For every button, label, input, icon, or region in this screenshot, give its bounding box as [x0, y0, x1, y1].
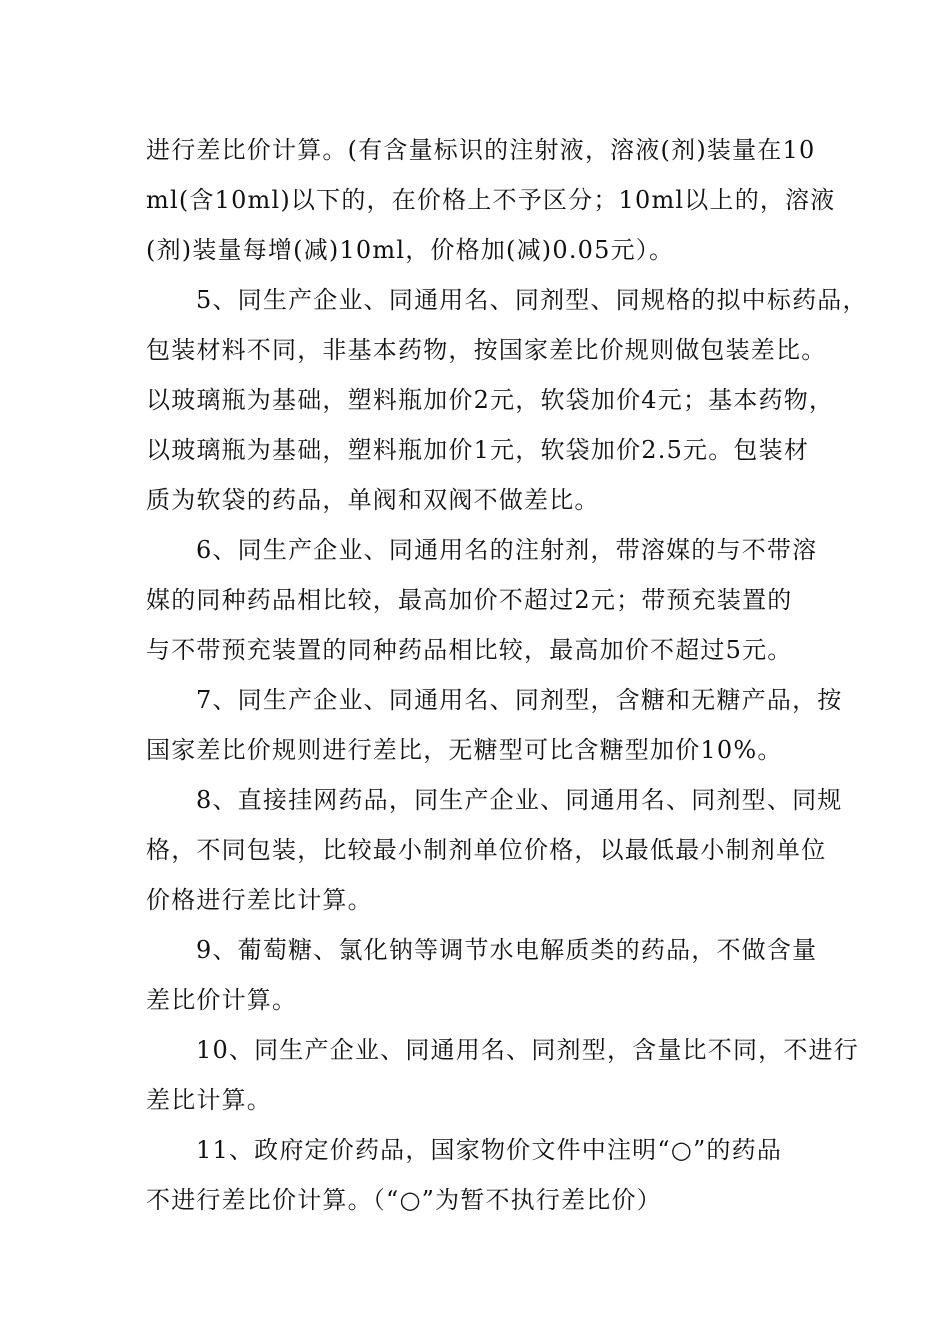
- text-line: 不进行差比价计算。（“○”为暂不执行差比价）: [146, 1186, 662, 1214]
- text-line: ml(含10ml)以下的，在价格上不予区分；10ml以上的，溶液: [146, 186, 836, 214]
- text-line: 价格进行差比计算。: [146, 886, 373, 914]
- text-line: 国家差比价规则进行差比，无糖型可比含糖型加价10%。: [146, 736, 783, 764]
- paragraph-11-start: 11、政府定价药品，国家物价文件中注明“○”的药品: [196, 1136, 783, 1164]
- text-line: 质为软袋的药品，单阀和双阀不做差比。: [146, 486, 600, 514]
- text-line: 媒的同种药品相比较，最高加价不超过2元；带预充装置的: [146, 586, 793, 614]
- text-line: 进行差比价计算。(有含量标识的注射液，溶液(剂)装量在10: [146, 136, 816, 164]
- text-line: 以玻璃瓶为基础，塑料瓶加价1元，软袋加价2.5元。包装材: [146, 436, 810, 464]
- paragraph-8-start: 8、直接挂网药品，同生产企业、同通用名、同剂型、同规: [196, 786, 843, 814]
- paragraph-5-start: 5、同生产企业、同通用名、同剂型、同规格的拟中标药品，: [196, 286, 868, 314]
- paragraph-7-start: 7、同生产企业、同通用名、同剂型，含糖和无糖产品，按: [196, 686, 843, 714]
- text-line: 以玻璃瓶为基础，塑料瓶加价2元，软袋加价4元；基本药物，: [146, 386, 835, 414]
- text-line: 差比计算。: [146, 1086, 272, 1114]
- text-line: 格，不同包装，比较最小制剂单位价格，以最低最小制剂单位: [146, 836, 827, 864]
- text-line: 与不带预充装置的同种药品相比较，最高加价不超过5元。: [146, 636, 793, 664]
- text-line: (剂)装量每增(减)10ml，价格加(减)0.05元）。: [146, 236, 675, 264]
- paragraph-9-start: 9、葡萄糖、氯化钠等调节水电解质类的药品，不做含量: [196, 936, 818, 964]
- paragraph-10-start: 10、同生产企业、同通用名、同剂型，含量比不同，不进行: [196, 1036, 859, 1064]
- text-line: 差比价计算。: [146, 986, 298, 1014]
- text-line: 包装材料不同，非基本药物，按国家差比价规则做包装差比。: [146, 336, 827, 364]
- paragraph-6-start: 6、同生产企业、同通用名的注射剂，带溶媒的与不带溶: [196, 536, 818, 564]
